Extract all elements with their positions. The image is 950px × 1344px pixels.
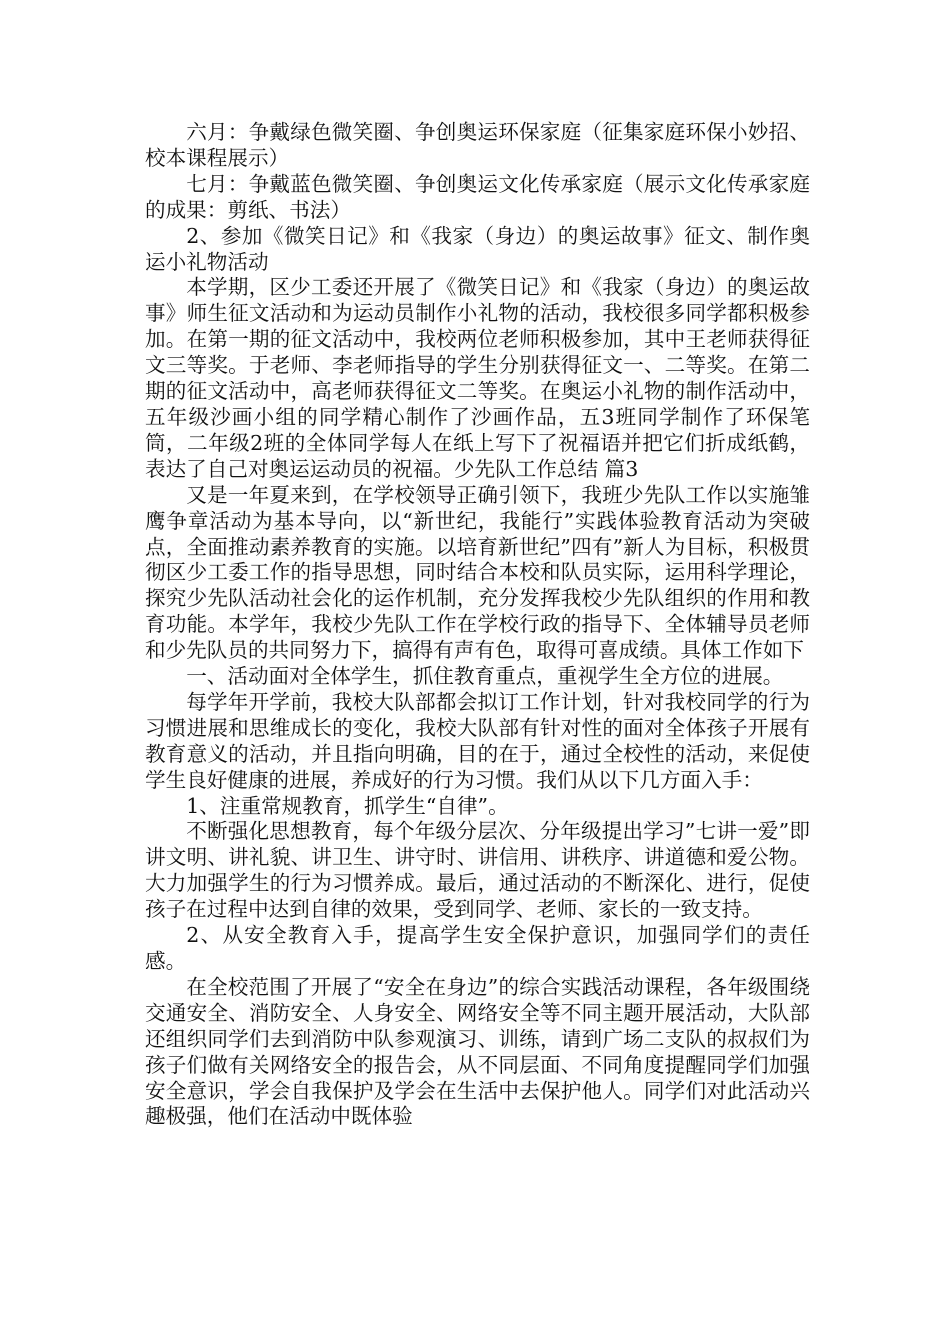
paragraph: 2、从安全教育入手，提高学生安全保护意识，加强同学们的责任感。 xyxy=(145,923,810,973)
paragraph: 1、注重常规教育，抓学生“自律”。 xyxy=(186,793,509,818)
paragraph: 2、参加《微笑日记》和《我家（身边）的奥运故事》征文、制作奥运小礼物活动 xyxy=(145,223,810,274)
document-body xyxy=(145,120,810,1130)
paragraph: 一、活动面对全体学生，抓住教育重点，重视学生全方位的进展。 xyxy=(186,664,784,689)
paragraph: 六月：争戴绿色微笑圈、争创奥运环保家庭（征集家庭环保小妙招、校本课程展示） xyxy=(145,120,810,170)
paragraph: 每学年开学前，我校大队部都会拟订工作计划，针对我校同学的行为习惯进展和思维成长的变化，我校大队部有针对性的面对全体孩子开展有教育意义的活动，并且指向明确，目的在于，通过全校性的活动，来促使学生良好健康的进展，养成好的行为习惯。我们从以下几方面入手： xyxy=(145,689,810,792)
paragraph: 又是一年夏来到，在学校领导正确引领下，我班少先队工作以实施雏鹰争章活动为基本导向，以“新世纪，我能行”实践体验教育活动为突破点，全面推动素养教育的实施。以培育新世纪”四有”新人为目标，积极贯彻区少工委工作的指导思想，同时结合本校和队员实际，运用科学理论，探究少先队活动社会化的运作机制，充分发挥我校少先队组织的作用和教育功能。本学年，我校少先队工作在学校行政的指导下、全体辅导员老师和少先队员的共同努力下，搞得有声有色，取得可喜成绩。具体工作如下 xyxy=(145,482,810,663)
paragraph: 在全校范围了开展了“安全在身边”的综合实践活动课程，各年级围绕交通安全、消防安全、人身安全、网络安全等不同主题开展活动，大队部还组织同学们去到消防中队参观演习、训练，请到广场二支队的叔叔们为孩子们做有关网络安全的报告会，从不同层面、不同角度提醒同学们加强安全意识，学会自我保护及学会在生活中去保护他人。同学们对此活动兴趣极强，他们在活动中既体验 xyxy=(145,974,810,1129)
paragraph: 不断强化思想教育，每个年级分层次、分年级提出学习”七讲一爱”即讲文明、讲礼貌、讲卫生、讲守时、讲信用、讲秩序、讲道德和爱公物。大力加强学生的行为习惯养成。最后，通过活动的不断深化、进行，促使孩子在过程中达到自律的效果，受到同学、老师、家长的一致支持。 xyxy=(145,819,810,922)
paragraph: 本学期，区少工委还开展了《微笑日记》和《我家（身边）的奥运故事》师生征文活动和为运动员制作小礼物的活动，我校很多同学都积极参加。在第一期的征文活动中，我校两位老师积极参加，其中王老师获得征文三等奖。于老师、李老师指导的学生分别获得征文一、二等奖。在第二期的征文活动中，高老师获得征文二等奖。在奥运小礼物的制作活动中，五年级沙画小组的同学精心制作了沙画作品，五3班同学制作了环保笔筒，二年级2班的全体同学每人在纸上写下了祝福语并把它们折成纸鹤，表达了自己对奥运运动员的祝福。少先队工作总结 篇3 xyxy=(145,275,810,481)
paragraph: 七月：争戴蓝色微笑圈、争创奥运文化传承家庭（展示文化传承家庭的成果：剪纸、书法） xyxy=(145,171,810,222)
